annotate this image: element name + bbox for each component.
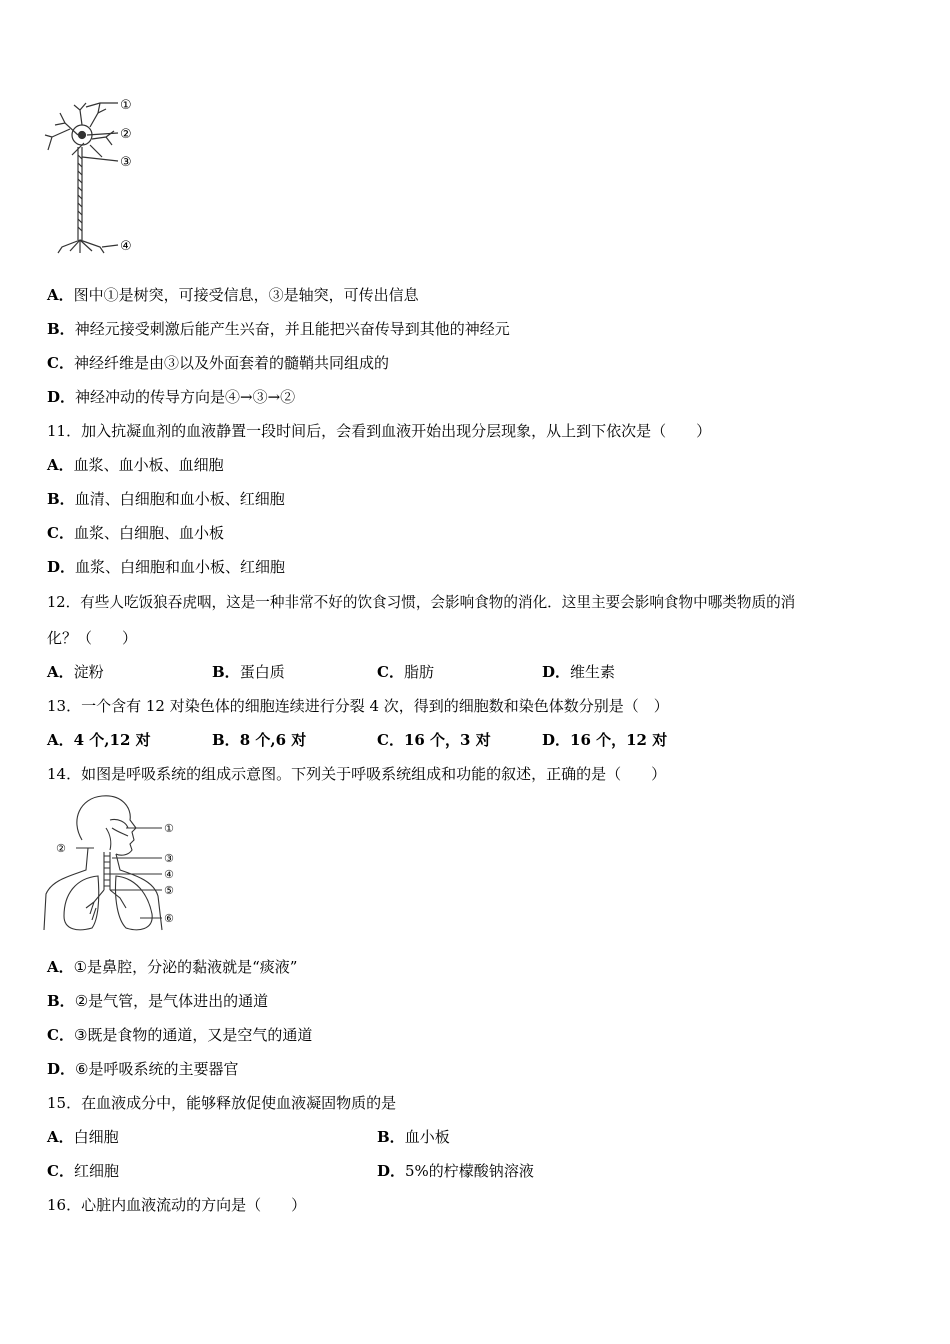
q14-option-a[interactable] — [47, 957, 297, 977]
option-label: D． — [47, 1060, 76, 1078]
neuron-label-1: ① — [120, 98, 132, 113]
option-text: 脂肪 — [403, 663, 434, 681]
option-label: A． — [47, 1128, 74, 1146]
option-label: D． — [542, 663, 571, 681]
option-label: B． — [47, 490, 75, 508]
option-text: 血清、白细胞和血小板、红细胞 — [74, 490, 285, 508]
q10-option-c[interactable] — [47, 353, 389, 373]
option-text: 维生素 — [570, 663, 616, 681]
q10-option-a[interactable] — [47, 285, 419, 305]
option-label: C． — [47, 1026, 74, 1044]
neuron-label-2: ② — [120, 127, 132, 142]
option-text: 5%的柠檬酸钠溶液 — [405, 1162, 534, 1180]
q15-option-c[interactable] — [47, 1161, 119, 1181]
q12-option-a[interactable] — [47, 662, 104, 682]
q11-stem: 11．加入抗凝血剂的血液静置一段时间后，会看到血液开始出现分层现象，从上到下依次是（ ） — [47, 422, 712, 440]
option-text: 神经冲动的传导方向是④→③→② — [75, 388, 296, 406]
option-label: C． — [377, 731, 404, 749]
respiratory-system-figure — [40, 790, 185, 942]
option-label: A． — [47, 286, 74, 304]
q11-option-d[interactable] — [47, 557, 285, 577]
resp-label-6: ⑥ — [164, 912, 174, 925]
option-text: 血浆、血小板、血细胞 — [73, 456, 224, 474]
option-label: B． — [212, 663, 240, 681]
option-text: 血小板 — [404, 1128, 450, 1146]
q13-option-c[interactable] — [377, 730, 491, 750]
q13-option-a[interactable] — [47, 730, 151, 750]
option-text: 淀粉 — [73, 663, 104, 681]
neuron-label-4: ④ — [120, 239, 132, 254]
option-text: 4 个,12 对 — [73, 731, 151, 749]
q12-option-b[interactable] — [212, 662, 285, 682]
q11-option-b[interactable] — [47, 489, 285, 509]
option-label: D． — [542, 731, 571, 749]
neuron-figure — [40, 95, 150, 260]
option-text: 16 个，12 对 — [570, 731, 668, 749]
option-text: 16 个，3 对 — [403, 731, 491, 749]
option-label: B． — [377, 1128, 405, 1146]
resp-label-3: ③ — [164, 852, 174, 865]
resp-label-5: ⑤ — [164, 884, 174, 897]
q13-stem: 13．一个含有 12 对染色体的细胞连续进行分裂 4 次，得到的细胞数和染色体数分别是（ ） — [47, 697, 669, 715]
option-text: 神经纤维是由③以及外面套着的髓鞘共同组成的 — [73, 354, 389, 372]
q15-option-b[interactable] — [377, 1127, 450, 1147]
option-label: A． — [47, 663, 74, 681]
option-label: C． — [377, 663, 404, 681]
q12-option-c[interactable] — [377, 662, 434, 682]
q16-stem: 16．心脏内血液流动的方向是（ ） — [47, 1196, 307, 1214]
option-text: 血浆、白细胞和血小板、红细胞 — [75, 558, 286, 576]
option-text: ②是气管，是气体进出的通道 — [74, 992, 269, 1010]
option-label: B． — [47, 320, 75, 338]
q13-option-b[interactable] — [212, 730, 306, 750]
option-text: ③既是食物的通道，又是空气的通道 — [73, 1026, 313, 1044]
option-label: D． — [47, 558, 76, 576]
option-text: 图中①是树突，可接受信息，③是轴突，可传出信息 — [73, 286, 419, 304]
q15-option-d[interactable] — [377, 1161, 534, 1181]
q10-option-b[interactable] — [47, 319, 510, 339]
q14-stem: 14．如图是呼吸系统的组成示意图。下列关于呼吸系统组成和功能的叙述，正确的是（ ） — [47, 765, 667, 783]
option-label: C． — [47, 354, 74, 372]
option-label: A． — [47, 731, 74, 749]
q11-option-c[interactable] — [47, 523, 224, 543]
q14-option-b[interactable] — [47, 991, 268, 1011]
option-label: A． — [47, 456, 74, 474]
resp-label-1: ① — [164, 822, 174, 835]
q14-option-d[interactable] — [47, 1059, 238, 1079]
option-label: B． — [47, 992, 75, 1010]
option-text: 8 个,6 对 — [239, 731, 307, 749]
q12-stem-line1: 12．有些人吃饭狼吞虎咽，这是一种非常不好的饮食习惯，会影响食物的消化．这里主要会影响食物中哪类物质的消 — [47, 594, 796, 611]
q13-option-d[interactable] — [542, 730, 667, 750]
option-label: D． — [47, 388, 76, 406]
q10-option-d[interactable] — [47, 387, 295, 407]
option-text: 血浆、白细胞、血小板 — [73, 524, 224, 542]
resp-label-2: ② — [56, 842, 66, 855]
option-label: C． — [47, 524, 74, 542]
option-text: 白细胞 — [73, 1128, 119, 1146]
option-text: 神经元接受刺激后能产生兴奋，并且能把兴奋传导到其他的神经元 — [74, 320, 510, 338]
q15-stem: 15．在血液成分中，能够释放促使血液凝固物质的是 — [47, 1094, 397, 1112]
neuron-label-3: ③ — [120, 155, 132, 170]
q14-option-c[interactable] — [47, 1025, 312, 1045]
option-label: B． — [212, 731, 240, 749]
option-text: 红细胞 — [73, 1162, 119, 1180]
resp-label-4: ④ — [164, 868, 174, 881]
option-label: A． — [47, 958, 74, 976]
option-label: C． — [47, 1162, 74, 1180]
option-text: 蛋白质 — [239, 663, 285, 681]
q12-option-d[interactable] — [542, 662, 615, 682]
option-label: D． — [377, 1162, 406, 1180]
option-text: ⑥是呼吸系统的主要器官 — [75, 1060, 239, 1078]
q12-stem-line2: 化？（ ） — [47, 629, 138, 647]
q15-option-a[interactable] — [47, 1127, 119, 1147]
q11-option-a[interactable] — [47, 455, 224, 475]
option-text: ①是鼻腔，分泌的黏液就是“痰液” — [73, 958, 298, 976]
